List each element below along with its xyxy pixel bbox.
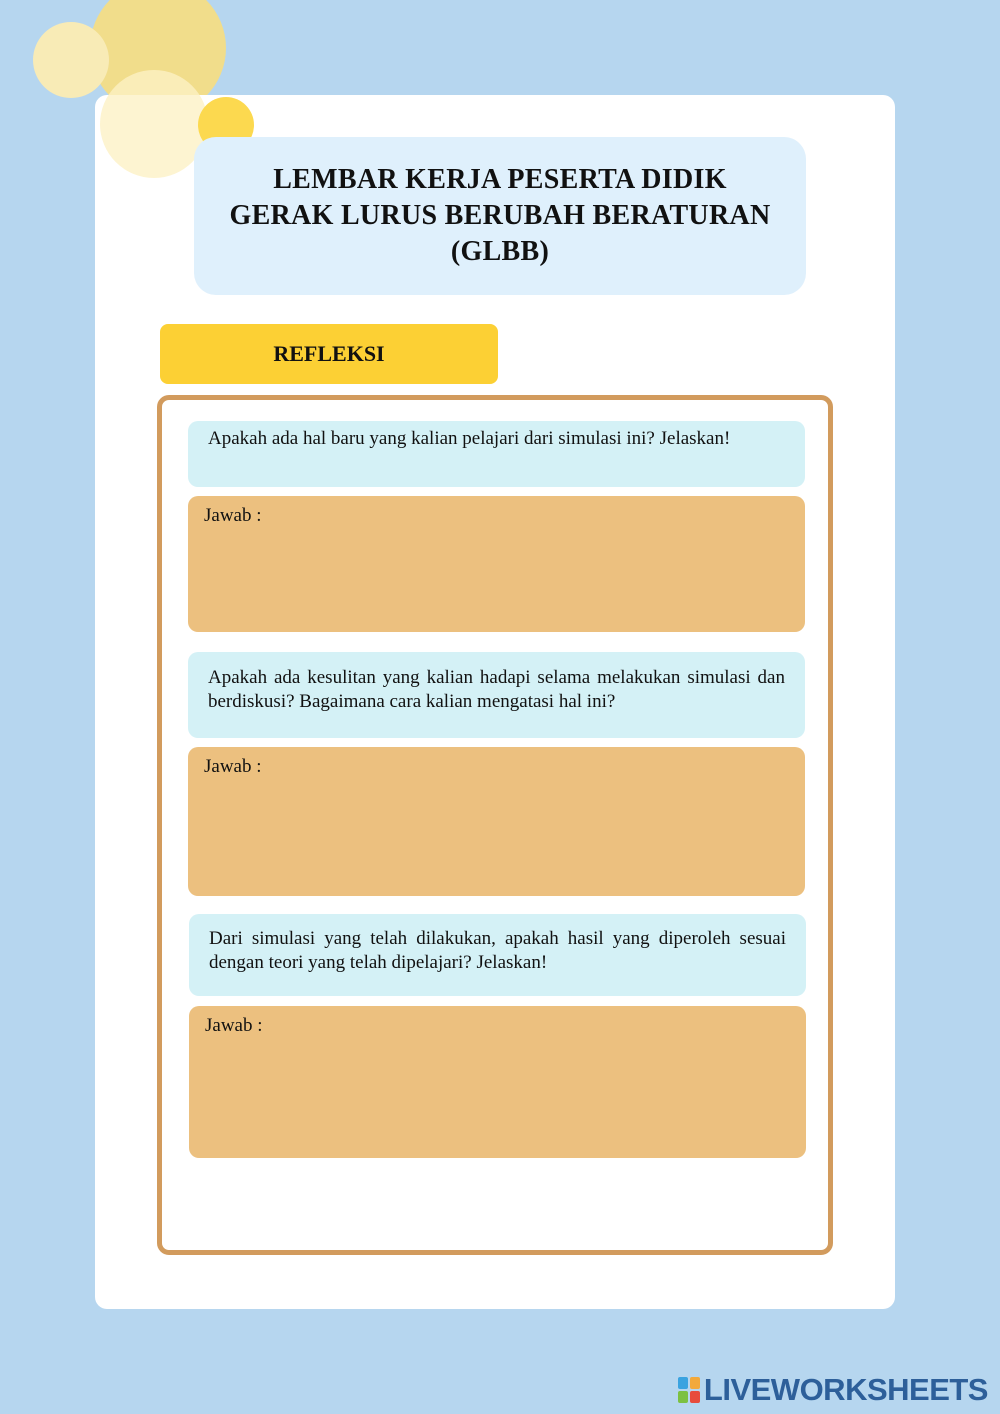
answer-field-1[interactable] xyxy=(188,496,805,632)
decorative-bubble xyxy=(100,70,208,178)
liveworksheets-logo-icon xyxy=(678,1377,700,1403)
worksheet-title-box xyxy=(194,137,806,295)
question-3: Dari simulasi yang telah dilakukan, apakah hasil yang diperoleh sesuai dengan teori yang telah dipelajari? Jelaskan! xyxy=(189,914,806,996)
answer-label: Jawab : xyxy=(204,505,262,526)
title-line: GERAK LURUS BERUBAH BERATURAN xyxy=(229,200,771,231)
brand-name: LIVEWORKSHEETS xyxy=(703,1372,988,1407)
section-heading-refleksi: REFLEKSI xyxy=(160,324,498,384)
question-1: Apakah ada hal baru yang kalian pelajari dari simulasi ini? Jelaskan! xyxy=(188,421,805,487)
answer-label: Jawab : xyxy=(205,1015,263,1036)
answer-field-3[interactable] xyxy=(189,1006,806,1158)
decorative-bubble xyxy=(33,22,109,98)
title-line: LEMBAR KERJA PESERTA DIDIK xyxy=(273,164,727,195)
answer-label: Jawab : xyxy=(204,756,262,777)
liveworksheets-brand[interactable] xyxy=(678,1373,988,1407)
answer-field-2[interactable] xyxy=(188,747,805,896)
question-2: Apakah ada kesulitan yang kalian hadapi selama melakukan simulasi dan berdiskusi? Bagaimana cara kalian mengatasi hal ini? xyxy=(188,652,805,738)
title-line: (GLBB) xyxy=(450,236,550,267)
